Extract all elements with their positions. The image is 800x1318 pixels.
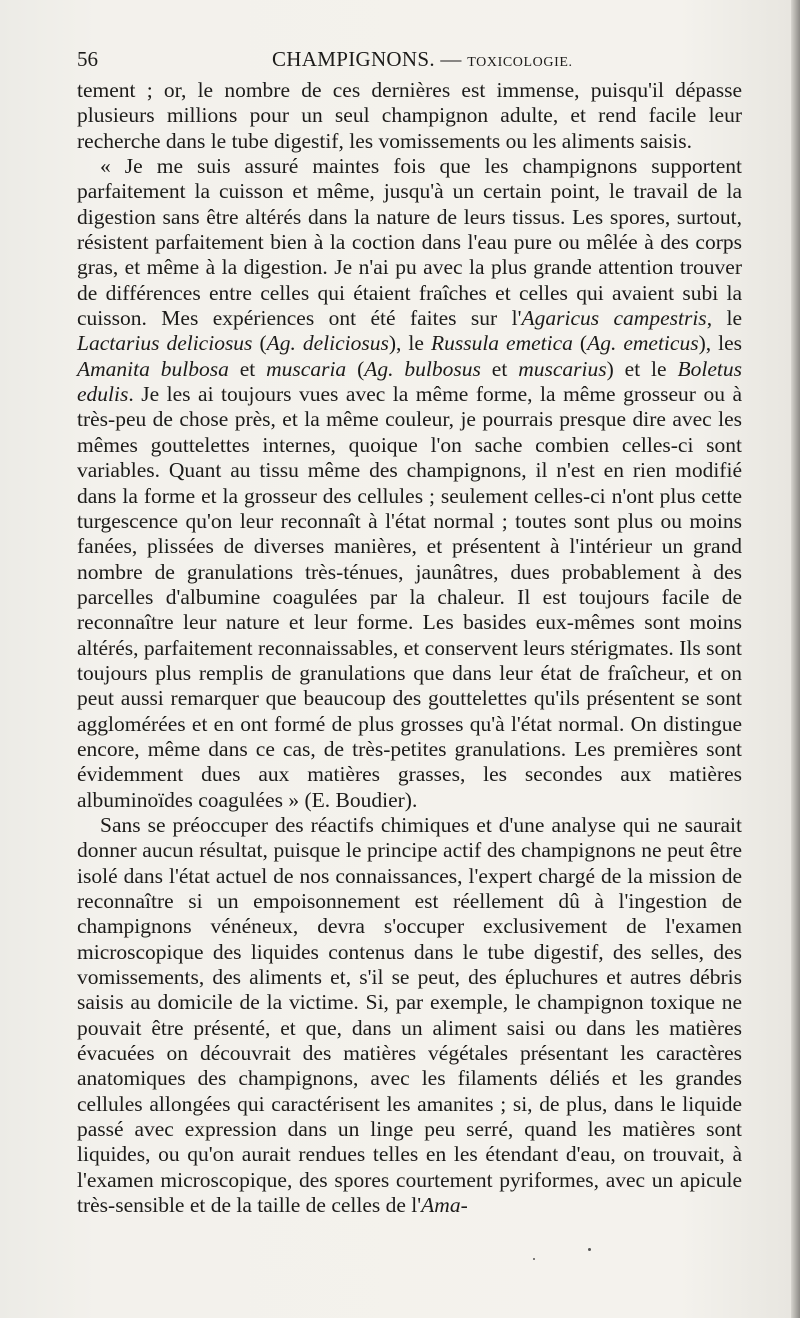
page-number: 56	[77, 47, 98, 71]
italic-term: Ama-	[421, 1193, 468, 1218]
italic-term: Agaricus campestris	[521, 306, 707, 331]
text-run: et	[228, 356, 267, 381]
paper-speck	[588, 1248, 591, 1251]
running-head	[77, 44, 742, 74]
text-run: ) et le	[606, 356, 678, 381]
text-run: Sans se préoccuper des réactifs chimiques et d'une analyse qui ne saurait donner aucun résultat, puisque le principe actif des champignons ne peut être isolé dans l'état actuel de nos connaissances, l'expert chargé de la mission de reconnaître si un empoisonnement est réellement dû à l'ingestion de champignons vénéneux, devra s'occuper exclusivement de l'examen microscopique des liquides contenus dans le tube digestif, des selles, des vomissements, des aliments et, s'il se peut, des épluchures et autres débris saisis au domicile de la victime. Si, par exemple, le champignon toxique ne pouvait être présenté, et que, dans un aliment saisi ou dans les matières évacuées on découvrait des matières végétales présentant les caractères anatomiques des champignons, avec les filaments déliés et les grandes cellules allongées qui caractérisent les amanites ; si, de plus, dans le liquide passé avec expression dans un linge peu serré, quand les matières sont liquides, ou qu'on aurait rendues telles en les étendant d'eau, on trouvait, à l'examen microscopique, des spores courtement pyriformes, avec un apicule très-sensible et de la taille de celles de l'	[77, 812, 742, 1218]
text-run: ), le	[388, 331, 431, 356]
italic-term: Ag. deliciosus	[266, 331, 389, 356]
text-run: (	[252, 331, 267, 356]
paragraph-continuation	[77, 78, 742, 154]
text-run: et	[480, 356, 519, 381]
italic-term: Lactarius deliciosus	[77, 331, 253, 356]
text-run: ), les	[698, 331, 742, 356]
text-run: (	[346, 356, 365, 381]
running-title	[272, 44, 573, 78]
text-run: . Je les ai toujours vues avec la même forme, la même grosseur ou à très-peu de chose près, et la même couleur, je pourrais presque dire avec les mêmes gouttelettes internes, quoique l'on sache combien celles-ci sont variables. Quant au tissu même des champignons, il n'est en rien modifié dans la forme et la grosseur des cellules ; seulement celles-ci n'ont plus cette turgescence qu'on leur reconnaît à l'état normal ; toutes sont plus ou moins fanées, plissées de diverses manières, et présentent à l'intérieur un grand nombre de granulations très-ténues, jaunâtres, dues probablement à des parcelles d'albumine coagulées par la chaleur. Il est toujours facile de reconnaître leur nature et leur forme. Les basides eux-mêmes sont moins altérés, parfaitement reconnaissables, et conservent leurs stérigmates. Ils sont toujours plus remplis de granulations que dans leur état de fraîcheur, et on peut aussi remarquer que beaucoup des gouttelettes qu'ils présentent se sont agglomérées et en ont formé de plus grosses qu'à l'état normal. On distingue encore, même dans ce cas, de très-petites granulations. Les premières sont évidemment dues aux matières grasses, les secondes aux matières albuminoïdes coagulées » (E. Boudier).	[77, 382, 742, 812]
italic-term: Boletus edulis	[77, 356, 742, 407]
italic-term: Ag. bulbosus	[364, 356, 481, 381]
text-run: , le	[706, 306, 742, 331]
paper-speck	[533, 1258, 535, 1260]
running-title-main: CHAMPIGNONS. —	[272, 47, 468, 71]
page-edge-shadow	[791, 0, 800, 1318]
italic-term: Russula emetica	[430, 331, 573, 356]
text-run: (	[572, 331, 588, 356]
italic-term: Ag. emeticus	[587, 331, 699, 356]
running-title-section: TOXICOLOGIE.	[467, 55, 573, 70]
body-text	[77, 78, 742, 1218]
paragraph-boudier-quote	[77, 154, 742, 813]
italic-term: muscarius	[518, 356, 607, 381]
text-run: tement ; or, le nombre de ces dernières est immense, puisqu'il dépasse plusieurs millions pour un seul champignon adulte, et rend facile leur recherche dans le tube digestif, les vomissements ou les aliments saisis.	[77, 78, 742, 153]
italic-term: muscaria	[266, 356, 347, 381]
paragraph-expert-examination	[77, 813, 742, 1219]
text-run: « Je me suis assuré maintes fois que les champignons supportent parfaitement la cuisson et même, jusqu'à un certain point, le travail de la digestion sans être altérés dans la nature de leurs tissus. Les spores, surtout, résistent parfaitement bien à la coction dans l'eau pure ou mêlée à des corps gras, et même à la digestion. Je n'ai pu avec la plus grande attention trouver de différences entre celles qui étaient fraîches et celles qui avaient subi la cuisson. Mes expériences ont été faites sur l'	[77, 154, 742, 331]
italic-term: Amanita bulbosa	[77, 356, 229, 381]
